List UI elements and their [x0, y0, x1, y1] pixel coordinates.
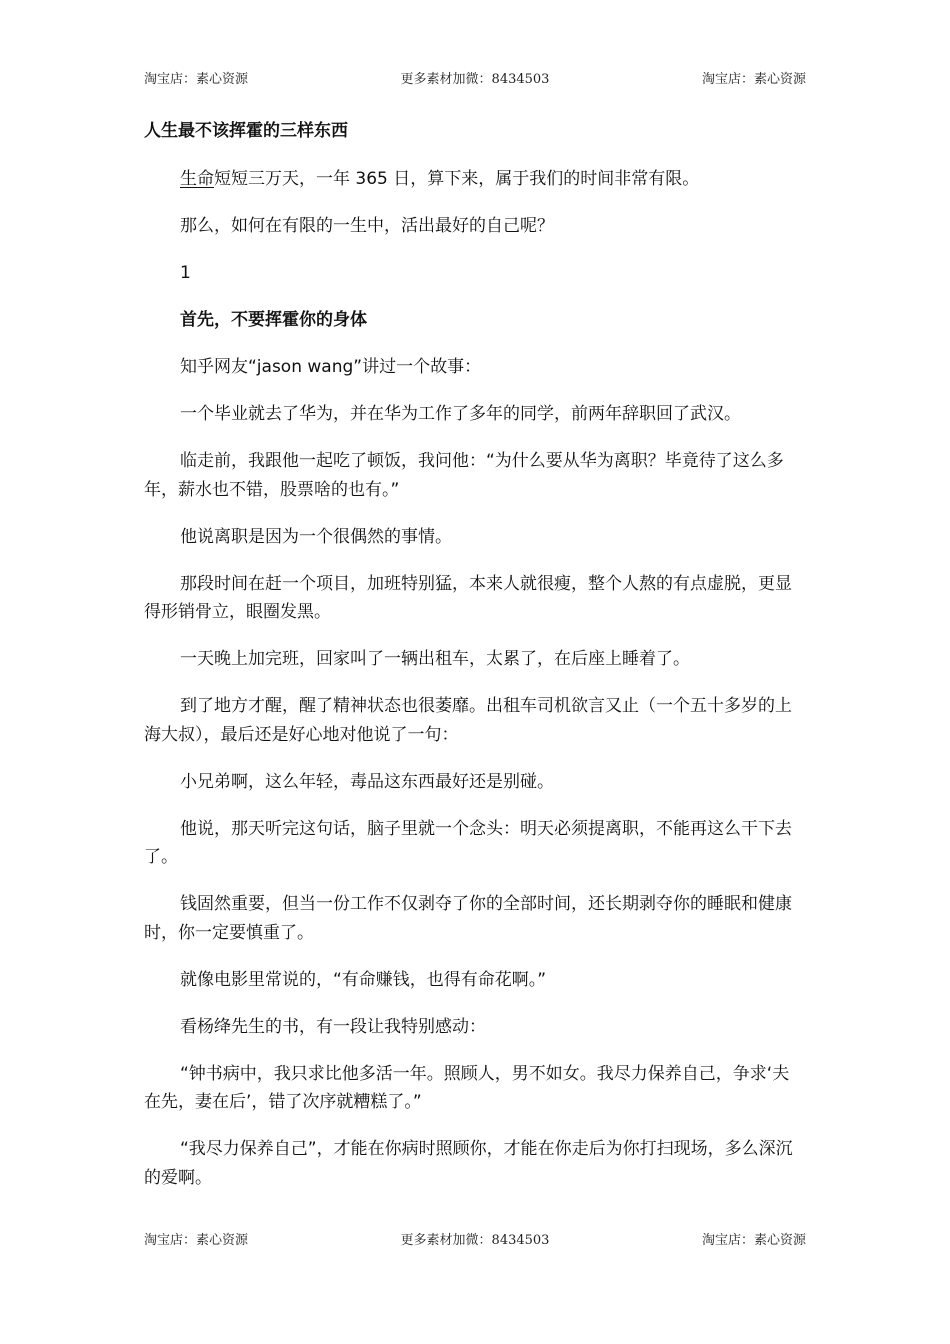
footer-shop-right: 淘宝店：素心资源 [701, 1233, 806, 1248]
article-title: 人生最不该挥霍的三样东西 [144, 121, 348, 141]
section-number: 1 [180, 263, 191, 283]
paragraph: 钱固然重要，但当一份工作不仅剥夺了你的全部时间，还长期剥夺你的睡眠和健康时，你一定要慎重了。 [144, 894, 792, 943]
paragraph: 到了地方才醒，醒了精神状态也很萎靡。出租车司机欲言又止（一个五十多岁的上海大叔），最后还是好心地对他说了一句： [144, 696, 792, 745]
paragraph: 小兄弟啊，这么年轻，毒品这东西最好还是别碰。 [180, 771, 554, 792]
footer-shop-left: 淘宝店：素心资源 [144, 1233, 249, 1248]
paragraph: 知乎网友“jason wang”讲过一个故事： [180, 357, 482, 377]
header-shop-left: 淘宝店：素心资源 [144, 72, 249, 87]
paragraph-quote: “钟书病中，我只求比他多活一年。照顾人，男不如女。我尽力保养自己，争求‘夫在先，妻在后’，错了次序就糟糕了。” [144, 1063, 790, 1112]
footer-wechat-center: 更多素材加微：8434503 [400, 1233, 550, 1248]
paragraph: 他说，那天听完这句话，脑子里就一个念头：明天必须提离职，不能再这么干下去了。 [144, 818, 792, 867]
intro-rest: 短短三万天，一年 365 日，算下来，属于我们的时间非常有限。 [214, 169, 700, 189]
paragraph: 临走前，我跟他一起吃了顿饭，我问他：“为什么要从华为离职？毕竟待了这么多年，薪水也不错，股票啥的也有。” [144, 451, 784, 500]
paragraph: 那段时间在赶一个项目，加班特别猛，本来人就很瘦，整个人熬的有点虚脱，更显得形销骨立，眼圈发黑。 [144, 573, 792, 622]
paragraph: 一天晚上加完班，回家叫了一辆出租车，太累了，在后座上睡着了。 [180, 649, 690, 669]
paragraph: 一个毕业就去了华为，并在华为工作了多年的同学，前两年辞职回了武汉。 [180, 404, 741, 424]
intro-underlined-word: 生命 [180, 169, 214, 189]
paragraph: 他说离职是因为一个很偶然的事情。 [180, 526, 452, 547]
header-shop-right: 淘宝店：素心资源 [701, 72, 806, 87]
article-body [144, 118, 806, 1211]
page-header [144, 68, 806, 88]
paragraph: 那么，如何在有限的一生中，活出最好的自己呢？ [180, 216, 554, 236]
paragraph: 就像电影里常说的，“有命赚钱，也得有命花啊。” [180, 969, 547, 990]
paragraph: “我尽力保养自己”，才能在你病时照顾你，才能在你走后为你打扫现场，多么深沉的爱啊。 [144, 1139, 793, 1188]
paragraph: 看杨绛先生的书，有一段让我特别感动： [180, 1016, 486, 1037]
paragraph-intro [144, 165, 806, 194]
section-heading: 首先，不要挥霍你的身体 [180, 310, 367, 330]
page-footer [144, 1229, 806, 1249]
header-wechat-center: 更多素材加微：8434503 [400, 72, 550, 87]
